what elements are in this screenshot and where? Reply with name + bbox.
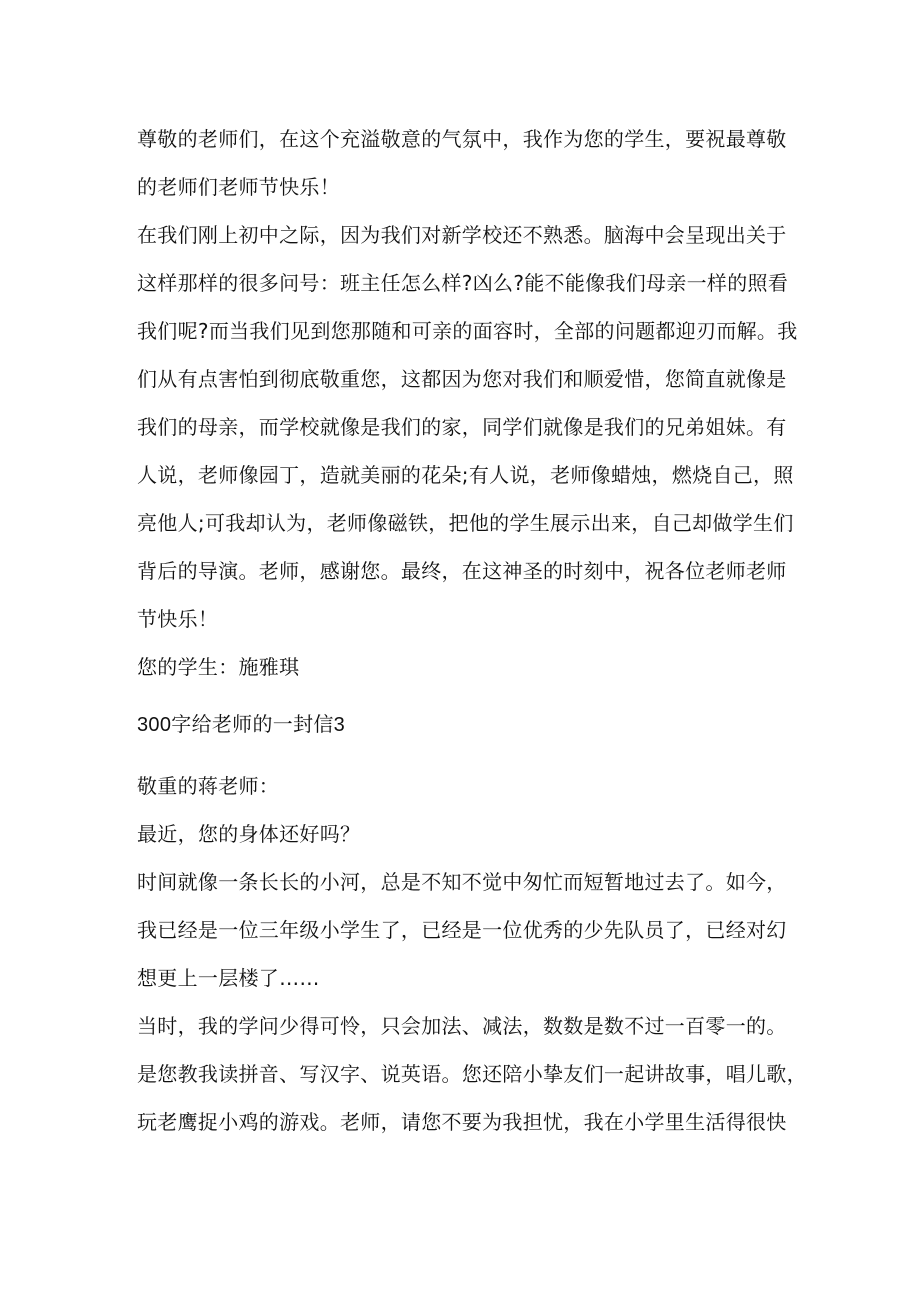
text-line: 最近，您的身体还好吗？ [137,822,361,846]
text-line: 背后的导演。老师，感谢您。最终，在这神圣的时刻中，祝各位老师老师 [137,559,787,583]
text-line: 节快乐！ [137,607,219,631]
text-line: 这样那样的很多问号：班主任怎么样?凶么?能不能像我们母亲一样的照看 [137,271,789,295]
text-line: 尊敬的老师们，在这个充溢敬意的气氛中，我作为您的学生，要祝最尊敬 [137,127,787,151]
text-line: 们从有点害怕到彻底敬重您，这都因为您对我们和顺爱惜，您简直就像是 [137,367,787,391]
text-line: 当时，我的学问少得可怜，只会加法、减法，数数是数不过一百零一的。 [137,1014,787,1038]
text-line: 我们呢?而当我们见到您那随和可亲的面容时，全部的问题都迎刃而解。我 [137,319,798,343]
text-line: 时间就像一条长长的小河，总是不知不觉中匆忙而短暂地过去了。如今， [137,870,787,894]
section-title: 300字给老师的一封信3 [137,714,346,736]
text-line: 玩老鹰捉小鸡的游戏。老师，请您不要为我担忧，我在小学里生活得很快 [137,1110,787,1134]
text-line: 想更上一层楼了…… [137,966,320,990]
text-line: 我已经是一位三年级小学生了，已经是一位优秀的少先队员了，已经对幻 [137,918,787,942]
salutation-line: 敬重的蒋老师： [137,774,280,798]
text-line: 是您教我读拼音、写汉字、说英语。您还陪小挚友们一起讲故事，唱儿歌， [137,1062,807,1086]
text-line: 亮他人;可我却认为，老师像磁铁，把他的学生展示出来，自己却做学生们 [137,511,794,535]
signature-line: 您的学生：施雅琪 [137,655,300,679]
text-line: 我们的母亲，而学校就像是我们的家，同学们就像是我们的兄弟姐妹。有 [137,415,787,439]
text-line: 的老师们老师节快乐！ [137,175,340,199]
text-line: 在我们刚上初中之际，因为我们对新学校还不熟悉。脑海中会呈现出关于 [137,223,787,247]
text-line: 人说，老师像园丁，造就美丽的花朵;有人说，老师像蜡烛，燃烧自己，照 [137,463,794,487]
